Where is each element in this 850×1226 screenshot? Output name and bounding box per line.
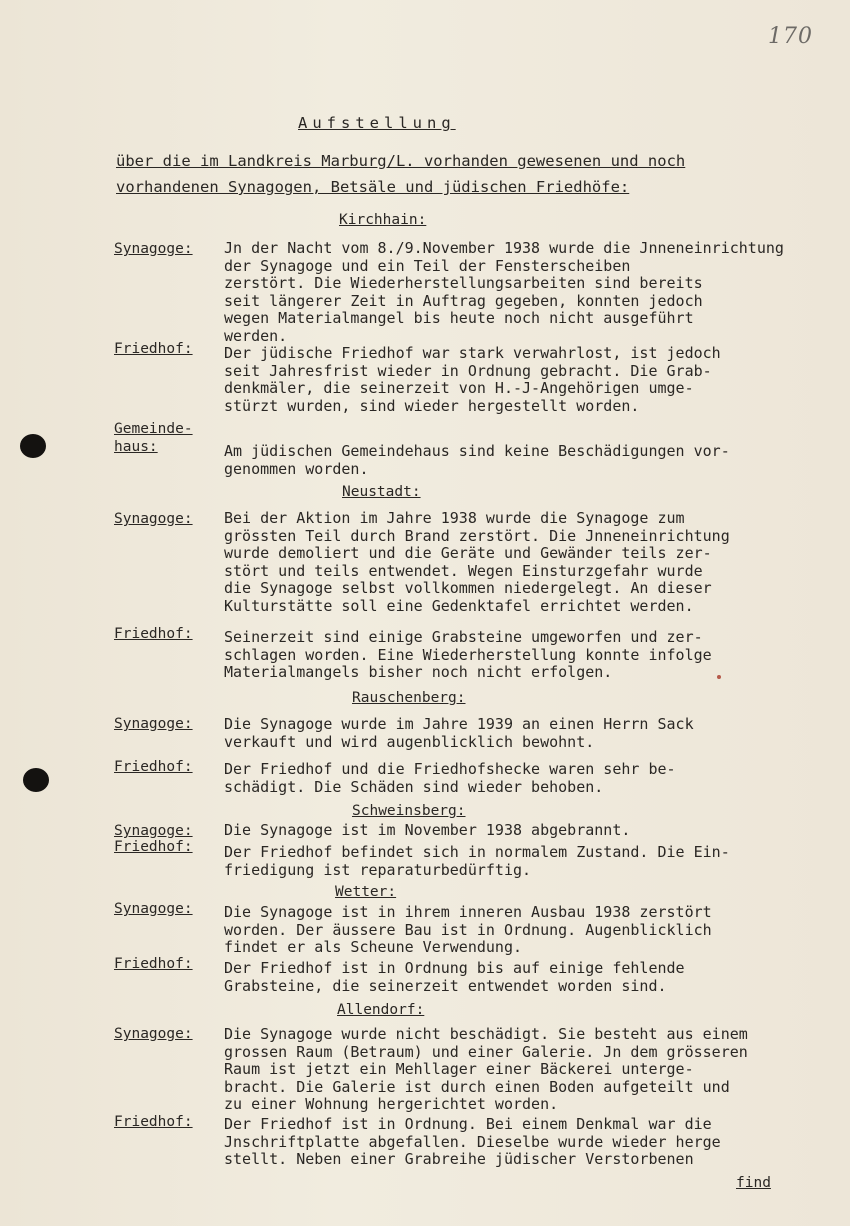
entry-text	[224, 629, 712, 682]
entry-label-line: Friedhof:	[114, 341, 193, 357]
entry-text	[224, 510, 730, 616]
entry-text-line: zerstört. Die Wiederherstellungsarbeiten sind bereits	[224, 274, 703, 293]
entry-label	[114, 900, 193, 918]
entry-label	[114, 240, 193, 258]
entry-label-line: Friedhof:	[114, 1114, 193, 1130]
entry-text-line: grössten Teil durch Brand zerstört. Die Jnneneinrichtung	[224, 526, 730, 545]
entry-text-line: friedigung ist reparaturbedürftig.	[224, 860, 532, 879]
entry-text	[224, 904, 712, 957]
entry-text	[224, 1026, 748, 1114]
entry-label-line: Synagoge:	[114, 1026, 193, 1042]
entry-text	[224, 844, 730, 879]
intro-line: über die im Landkreis Marburg/L. vorhanden gewesenen und noch	[116, 152, 686, 170]
page-number: 170	[768, 24, 813, 49]
entry-text-line: Jn der Nacht vom 8./9.November 1938 wurde die Jnneneinrichtung	[224, 239, 784, 257]
entry-text-line: Der jüdische Friedhof war stark verwahrlost, ist jedoch	[224, 344, 721, 362]
entry-text	[224, 240, 784, 346]
entry-text	[224, 960, 685, 995]
entry-label	[114, 715, 193, 733]
entry-text-line: Seinerzeit sind einige Grabsteine umgeworfen und zer-	[224, 628, 703, 646]
entry-label	[114, 340, 193, 358]
entry-text-line: Die Synagoge wurde nicht beschädigt. Sie besteht aus einem	[224, 1025, 748, 1043]
entry-text	[224, 716, 694, 751]
entry-text-line: stürzt wurden, sind wieder hergestellt worden.	[224, 396, 640, 415]
entry-text-line: verkauft und wird augenblicklich bewohnt.	[224, 732, 595, 751]
section-heading: Wetter:	[335, 884, 397, 900]
entry-label	[114, 955, 193, 973]
intro-text	[116, 148, 796, 200]
entry-label	[114, 838, 193, 856]
entry-text-line: Der Friedhof und die Friedhofshecke waren sehr be-	[224, 760, 676, 778]
entry-text-line: Jnschriftplatte abgefallen. Dieselbe wurde wieder herge	[224, 1132, 721, 1151]
entry-label-line: Synagoge:	[114, 716, 193, 732]
entry-text-line: findet er als Scheune Verwendung.	[224, 938, 523, 957]
entry-text	[224, 761, 676, 796]
entry-text-line: der Synagoge und ein Teil der Fensterscheiben	[224, 256, 631, 275]
entry-text	[224, 345, 721, 415]
document-title: Aufstellung	[298, 114, 456, 132]
entry-label-line: haus:	[114, 439, 158, 455]
entry-text-line: worden. Der äussere Bau ist in Ordnung. Augenblicklich	[224, 920, 712, 939]
entry-text-line: seit Jahresfrist wieder in Ordnung gebracht. Die Grab-	[224, 361, 712, 380]
entry-text-line: Der Friedhof ist in Ordnung. Bei einem Denkmal war die	[224, 1115, 712, 1133]
entry-text-line: Grabsteine, die seinerzeit entwendet worden sind.	[224, 976, 667, 995]
entry-label-line: Synagoge:	[114, 823, 193, 839]
entry-label	[114, 1025, 193, 1043]
entry-label	[114, 1113, 193, 1131]
entry-label-line: Synagoge:	[114, 511, 193, 527]
entry-text-line: Raum ist jetzt ein Mehllager einer Bäckerei unterge-	[224, 1060, 694, 1079]
entry-label-line: Friedhof:	[114, 759, 193, 775]
entry-text	[224, 443, 730, 478]
entry-text-line: Die Synagoge wurde im Jahre 1939 an einen Herrn Sack	[224, 715, 694, 733]
section-heading: Rauschenberg:	[352, 690, 466, 706]
entry-text-line: bracht. Die Galerie ist durch einen Boden aufgeteilt und	[224, 1077, 730, 1096]
entry-text-line: Der Friedhof befindet sich in normalem Zustand. Die Ein-	[224, 843, 730, 861]
entry-text-line: zu einer Wohnung hergerichtet worden.	[224, 1095, 559, 1114]
section-heading: Schweinsberg:	[352, 803, 466, 819]
punch-hole-bottom	[23, 768, 49, 792]
entry-text	[224, 822, 630, 840]
entry-text-line: denkmäler, die seinerzeit von H.-J-Angehörigen umge-	[224, 379, 694, 398]
section-heading: Neustadt:	[342, 484, 421, 500]
punch-hole-top	[20, 434, 46, 458]
entry-label-line: Synagoge:	[114, 241, 193, 257]
entry-text-line: schlagen worden. Eine Wiederherstellung konnte infolge	[224, 645, 712, 664]
entry-text	[224, 1116, 721, 1169]
entry-text-line: stört und teils entwendet. Wegen Einsturzgefahr wurde	[224, 561, 703, 580]
entry-text-line: wegen Materialmangel bis heute noch nicht ausgeführt	[224, 309, 694, 328]
entry-text-line: stellt. Neben einer Grabreihe jüdischer Verstorbenen	[224, 1150, 694, 1169]
section-heading: Allendorf:	[337, 1002, 425, 1018]
red-mark	[717, 675, 721, 679]
entry-label-line: Friedhof:	[114, 839, 193, 855]
entry-text-line: Am jüdischen Gemeindehaus sind keine Beschädigungen vor-	[224, 442, 730, 460]
entry-text-line: Kulturstätte soll eine Gedenktafel errichtet werden.	[224, 596, 694, 615]
entry-text-line: Die Synagoge ist im November 1938 abgebrannt.	[224, 821, 631, 839]
entry-text-line: genommen worden.	[224, 459, 369, 478]
entry-text-line: seit längerer Zeit in Auftrag gegeben, konnten jedoch	[224, 291, 703, 310]
entry-label-line: Gemeinde-	[114, 421, 193, 437]
entry-text-line: werden.	[224, 326, 288, 345]
section-heading: Kirchhain:	[339, 212, 427, 228]
entry-label	[114, 625, 193, 643]
entry-text-line: schädigt. Die Schäden sind wieder behoben.	[224, 777, 604, 796]
intro-line: vorhandenen Synagogen, Betsäle und jüdischen Friedhöfe:	[116, 178, 630, 196]
entry-text-line: Materialmangels bisher noch nicht erfolgen.	[224, 663, 613, 682]
entry-label-line: Synagoge:	[114, 901, 193, 917]
entry-label	[114, 758, 193, 776]
entry-label-line: Friedhof:	[114, 626, 193, 642]
entry-text-line: wurde demoliert und die Geräte und Gewänder teils zer-	[224, 544, 712, 563]
entry-text-line: Die Synagoge ist in ihrem inneren Ausbau 1938 zerstört	[224, 903, 712, 921]
entry-text-line: Der Friedhof ist in Ordnung bis auf einige fehlende	[224, 959, 685, 977]
entry-text-line: grossen Raum (Betraum) und einer Galerie. Jn dem grösseren	[224, 1042, 748, 1061]
entry-label	[114, 420, 193, 456]
entry-label	[114, 510, 193, 528]
entry-text-line: die Synagoge selbst vollkommen niedergelegt. An dieser	[224, 579, 712, 598]
entry-label-line: Friedhof:	[114, 956, 193, 972]
entry-text-line: Bei der Aktion im Jahre 1938 wurde die Synagoge zum	[224, 509, 685, 527]
continuation-word: find	[736, 1175, 771, 1191]
